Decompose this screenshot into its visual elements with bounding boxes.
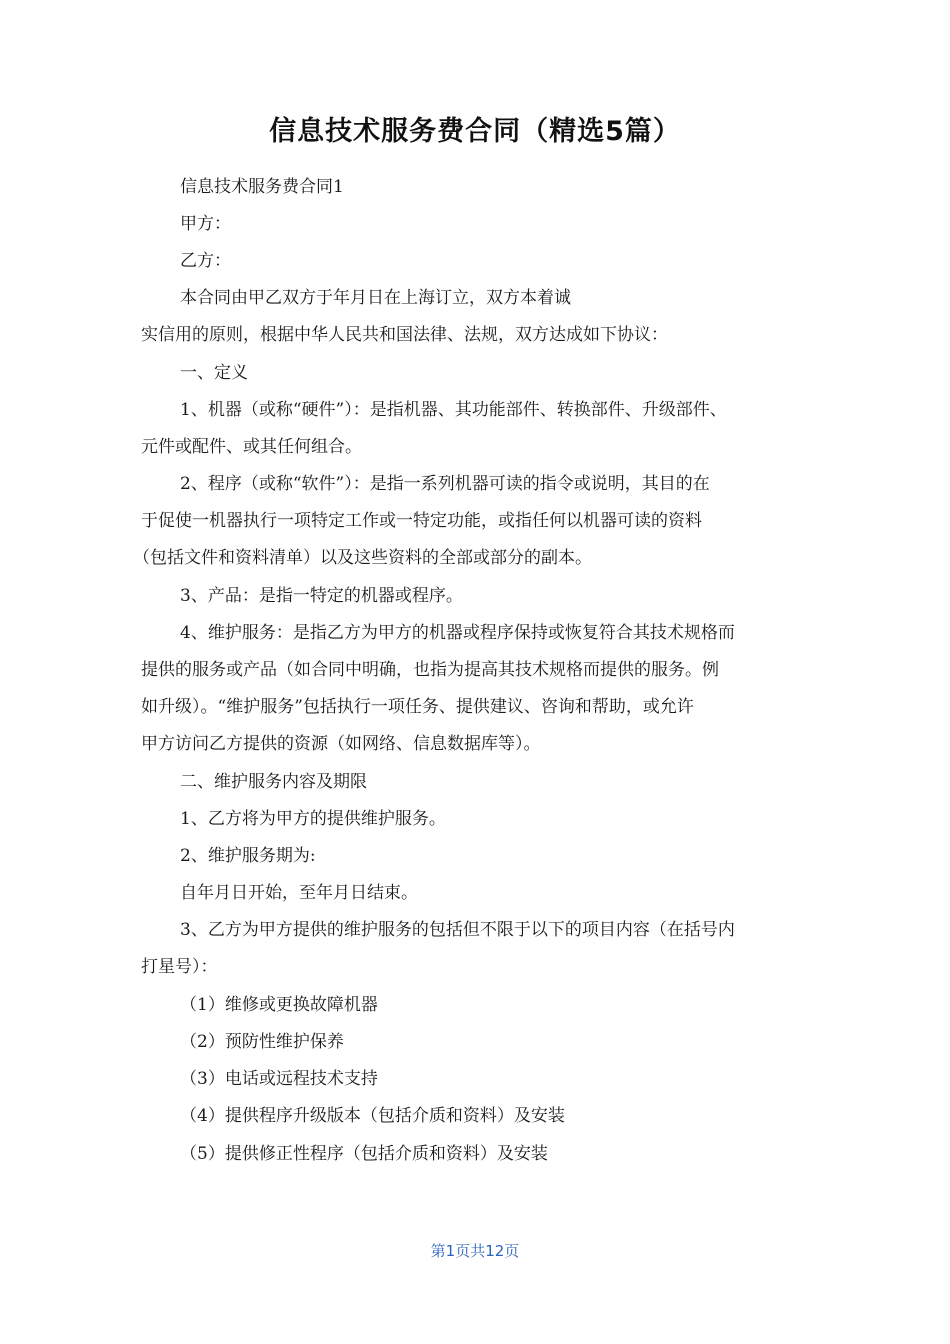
- paragraph-line: 打星号）：: [141, 957, 218, 977]
- paragraph-line: 4、维护服务：是指乙方为甲方的机器或程序保持或恢复符合其技术规格而: [180, 623, 735, 643]
- paragraph-line: 1、乙方将为甲方的提供维护服务。: [180, 809, 446, 829]
- paragraph-line: （包括文件和资料清单）以及这些资料的全部或部分的副本。: [133, 548, 592, 568]
- page-number-footer: 第1页共12页: [430, 1242, 520, 1260]
- paragraph-line: 2、程序（或称“软件”）：是指一系列机器可读的指令或说明，其目的在: [180, 474, 710, 494]
- paragraph-line: 自年月日开始，至年月日结束。: [180, 883, 418, 903]
- list-item: （5）提供修正性程序（包括介质和资料）及安装: [180, 1144, 548, 1164]
- paragraph-line: 2、维护服务期为:: [180, 846, 316, 866]
- list-item: （3）电话或远程技术支持: [180, 1069, 378, 1089]
- paragraph-line: 于促使一机器执行一项特定工作或一特定功能，或指任何以机器可读的资料: [141, 511, 702, 531]
- paragraph-line: 甲方访问乙方提供的资源（如网络、信息数据库等）。: [141, 734, 541, 754]
- party-b-label: 乙方：: [180, 251, 231, 271]
- paragraph-line: 3、产品：是指一特定的机器或程序。: [180, 586, 463, 606]
- paragraph-line: 提供的服务或产品（如合同中明确，也指为提高其技术规格而提供的服务。例: [141, 660, 719, 680]
- paragraph-line: 实信用的原则，根据中华人民共和国法律、法规，双方达成如下协议：: [141, 325, 668, 345]
- section-heading-contract-1: 信息技术服务费合同1: [180, 177, 344, 197]
- list-item: （2）预防性维护保养: [180, 1032, 344, 1052]
- paragraph-line: 1、机器（或称“硬件”）：是指机器、其功能部件、转换部件、升级部件、: [180, 400, 727, 420]
- paragraph-line: 如升级）。“维护服务”包括执行一项任务、提供建议、咨询和帮助，或允许: [141, 697, 694, 717]
- paragraph-line: 元件或配件、或其任何组合。: [141, 437, 362, 457]
- section-heading-service-scope: 二、维护服务内容及期限: [180, 772, 367, 792]
- party-a-label: 甲方：: [180, 214, 231, 234]
- list-item: （1）维修或更换故障机器: [180, 995, 378, 1015]
- paragraph-line: 本合同由甲乙双方于年月日在上海订立，双方本着诚: [180, 288, 571, 308]
- list-item: （4）提供程序升级版本（包括介质和资料）及安装: [180, 1106, 565, 1126]
- paragraph-line: 3、乙方为甲方提供的维护服务的包括但不限于以下的项目内容（在括号内: [180, 920, 735, 940]
- section-heading-definitions: 一、定义: [180, 363, 248, 383]
- document-title: 信息技术服务费合同（精选5篇）: [269, 116, 681, 147]
